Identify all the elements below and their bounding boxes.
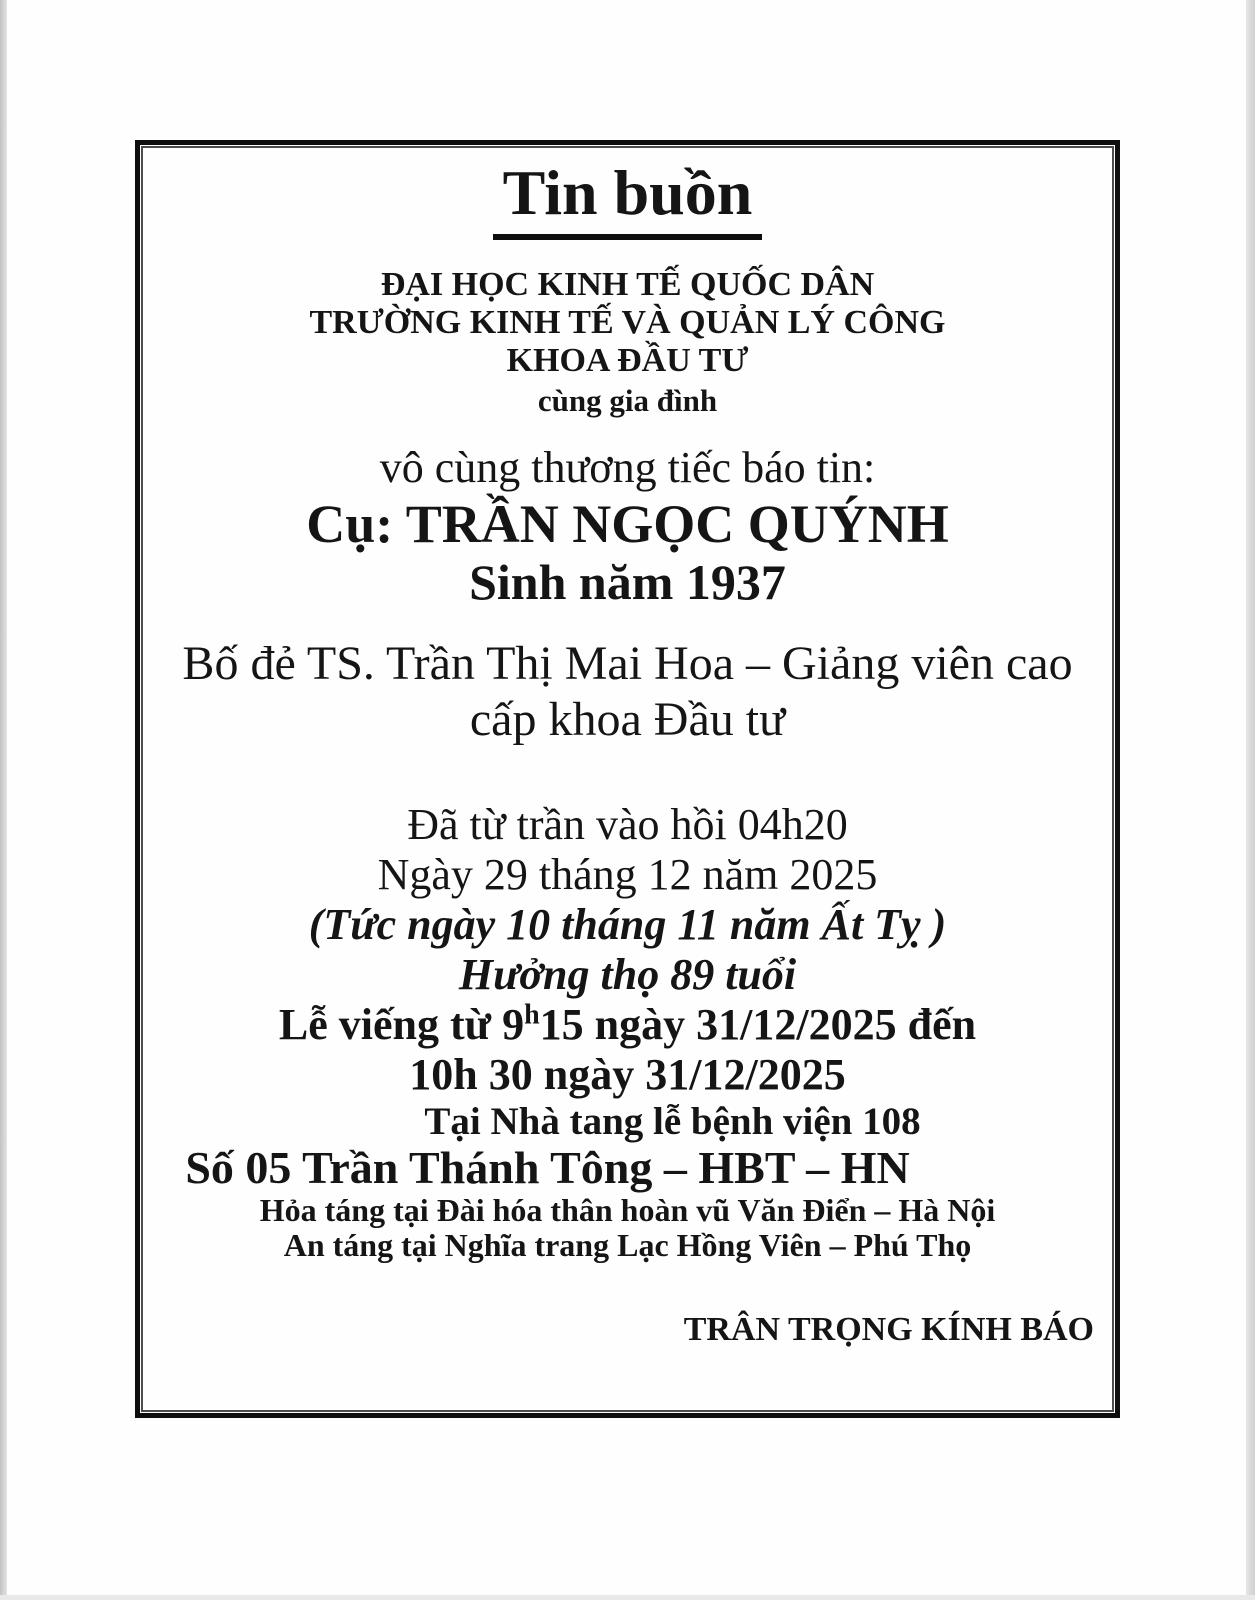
visitation-end-line: 10h 30 ngày 31/12/2025 xyxy=(409,1050,846,1099)
venue-line: Tại Nhà tang lễ bệnh viện 108 xyxy=(424,1100,921,1143)
family-line: cùng gia đình xyxy=(537,383,718,418)
organization-block xyxy=(143,266,1112,422)
announcement-intro: vô cùng thương tiếc báo tin: xyxy=(379,443,876,492)
obituary-frame xyxy=(135,140,1120,1418)
visitation-suffix: 15 ngày 31/12/2025 đến xyxy=(539,1000,977,1049)
title-row xyxy=(143,158,1112,240)
photo-edge-left xyxy=(0,0,7,1600)
death-date: Ngày 29 tháng 12 năm 2025 xyxy=(377,850,878,899)
deceased-name: Cụ: TRẦN NGỌC QUÝNH xyxy=(306,494,949,554)
photo-edge-bottom xyxy=(0,1595,1255,1600)
death-time: Đã từ trần vào hồi 04h20 xyxy=(407,800,848,849)
burial-line: An táng tại Nghĩa trang Lạc Hồng Viên – Phú Thọ xyxy=(283,1227,972,1263)
relation-block xyxy=(143,636,1112,748)
age-line: Hưởng thọ 89 tuổi xyxy=(458,950,797,999)
birth-year: Sinh năm 1937 xyxy=(469,554,786,610)
passing-details-block xyxy=(143,800,1112,1262)
org-school: TRƯỜNG KINH TẾ VÀ QUẢN LÝ CÔNG xyxy=(309,304,946,341)
visitation-hour-superscript: h xyxy=(524,999,540,1031)
obituary-frame-inner xyxy=(141,146,1114,1412)
obituary-title: Tin buồn xyxy=(493,158,763,240)
visitation-prefix: Lễ viếng từ 9 xyxy=(278,1000,525,1049)
cremation-line: Hỏa táng tại Đài hóa thân hoàn vũ Văn Điển – Hà Nội xyxy=(259,1192,996,1228)
closing-line: TRÂN TRỌNG KÍNH BÁO xyxy=(683,1311,1094,1348)
relation-line-2: cấp khoa Đầu tư xyxy=(469,693,786,746)
address-line: Số 05 Trần Thánh Tông – HBT – HN xyxy=(185,1142,910,1193)
photo-edge-right xyxy=(1246,0,1255,1600)
lunar-date: (Tức ngày 10 tháng 11 năm Ất Tỵ ) xyxy=(308,900,947,949)
org-faculty: KHOA ĐẦU TƯ xyxy=(506,342,749,379)
relation-line-1: Bố đẻ TS. Trần Thị Mai Hoa – Giảng viên cao xyxy=(182,637,1073,690)
visitation-line xyxy=(143,1000,1112,1050)
org-university: ĐẠI HỌC KINH TẾ QUỐC DÂN xyxy=(380,266,875,303)
